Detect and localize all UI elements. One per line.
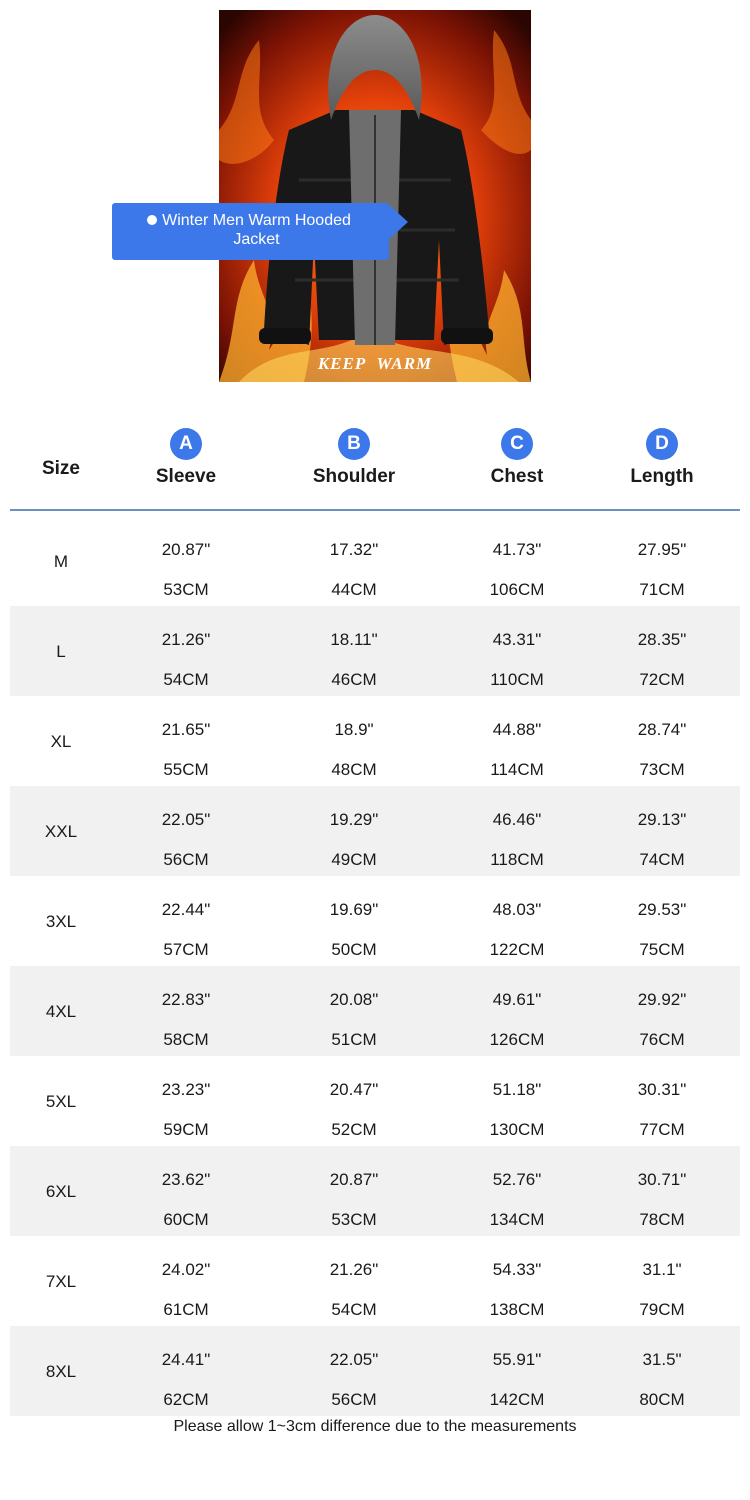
shoulder-cm: 44CM xyxy=(331,580,377,599)
product-photo xyxy=(219,10,531,382)
size-cell: M xyxy=(53,552,69,571)
size-cell: XL xyxy=(50,732,72,751)
shoulder-cm: 50CM xyxy=(331,940,377,959)
shoulder-cell xyxy=(292,696,416,786)
sleeve-cm: 59CM xyxy=(163,1120,209,1139)
table-row xyxy=(10,1236,740,1326)
table-header xyxy=(10,425,740,511)
column-label: Sleeve xyxy=(155,466,217,487)
table-row xyxy=(10,696,740,786)
length-cm: 78CM xyxy=(639,1210,685,1229)
table-body xyxy=(10,516,740,1416)
size-cell: 3XL xyxy=(45,912,77,931)
chest-cm: 118CM xyxy=(490,850,544,869)
badge-d: D xyxy=(646,428,678,460)
length-cm: 79CM xyxy=(639,1300,685,1319)
table-row xyxy=(10,606,740,696)
chest-inches: 41.73" xyxy=(492,540,542,559)
shoulder-cell xyxy=(292,1146,416,1236)
chest-inches: 44.88" xyxy=(492,720,542,739)
length-cell xyxy=(610,1326,714,1416)
size-column-header: Size xyxy=(41,458,81,479)
chest-cm: 122CM xyxy=(489,940,545,959)
length-inches: 28.35" xyxy=(637,630,687,649)
shoulder-inches: 20.08" xyxy=(329,990,379,1009)
column-label: Length xyxy=(630,466,694,487)
sleeve-cell xyxy=(134,876,238,966)
length-cell xyxy=(610,1146,714,1236)
sleeve-cell xyxy=(134,1326,238,1416)
measurement-note: Please allow 1~3cm difference due to the measurements xyxy=(173,1418,577,1435)
length-inches: 30.31" xyxy=(637,1080,687,1099)
sleeve-inches: 22.44" xyxy=(161,900,211,919)
length-inches: 29.53" xyxy=(637,900,687,919)
chest-inches: 55.91" xyxy=(492,1350,542,1369)
sleeve-inches: 21.26" xyxy=(161,630,211,649)
shoulder-inches: 19.29" xyxy=(329,810,379,829)
chest-cm: 134CM xyxy=(489,1210,545,1229)
shoulder-inches: 20.87" xyxy=(329,1170,379,1189)
length-cm: 71CM xyxy=(639,580,685,599)
table-row xyxy=(10,786,740,876)
chest-cell xyxy=(465,1146,569,1236)
sleeve-inches: 24.41" xyxy=(161,1350,211,1369)
length-cell xyxy=(610,1056,714,1146)
sleeve-cell xyxy=(134,1056,238,1146)
photo-caption: KEEP WARM xyxy=(317,354,433,373)
chest-column-header xyxy=(465,425,569,488)
shoulder-inches: 22.05" xyxy=(329,1350,379,1369)
sleeve-inches: 20.87" xyxy=(161,540,211,559)
badge-b: B xyxy=(338,428,370,460)
chest-cm: 110CM xyxy=(490,670,544,689)
table-row xyxy=(10,876,740,966)
sleeve-inches: 21.65" xyxy=(161,720,211,739)
chest-cell xyxy=(465,696,569,786)
sleeve-cm: 61CM xyxy=(163,1300,209,1319)
callout-text: Winter Men Warm Hooded Jacket xyxy=(162,212,351,248)
length-inches: 27.95" xyxy=(637,540,687,559)
shoulder-cm: 54CM xyxy=(331,1300,377,1319)
shoulder-cell xyxy=(292,1056,416,1146)
chest-cell xyxy=(465,606,569,696)
shoulder-cell xyxy=(292,606,416,696)
chest-inches: 52.76" xyxy=(492,1170,542,1189)
size-cell: 8XL xyxy=(45,1362,77,1381)
size-chart-table xyxy=(10,425,740,1416)
shoulder-inches: 17.32" xyxy=(329,540,379,559)
sleeve-inches: 22.83" xyxy=(161,990,211,1009)
length-inches: 31.1" xyxy=(642,1260,682,1279)
length-inches: 29.13" xyxy=(637,810,687,829)
table-row xyxy=(10,1056,740,1146)
sleeve-cell xyxy=(134,966,238,1056)
chest-cell xyxy=(465,516,569,606)
length-column-header xyxy=(610,425,714,488)
length-cell xyxy=(610,876,714,966)
chest-cm: 142CM xyxy=(489,1390,545,1409)
table-row xyxy=(10,1146,740,1236)
length-cm: 74CM xyxy=(639,850,685,869)
shoulder-inches: 21.26" xyxy=(329,1260,379,1279)
product-name-callout xyxy=(112,203,389,260)
sleeve-inches: 24.02" xyxy=(161,1260,211,1279)
sleeve-cell xyxy=(134,1236,238,1326)
chest-cm: 126CM xyxy=(489,1030,545,1049)
length-cm: 76CM xyxy=(639,1030,685,1049)
length-cell xyxy=(610,786,714,876)
chest-inches: 49.61" xyxy=(492,990,542,1009)
column-label: Shoulder xyxy=(312,466,396,487)
shoulder-cm: 46CM xyxy=(331,670,377,689)
shoulder-cm: 51CM xyxy=(331,1030,377,1049)
size-cell: 7XL xyxy=(45,1272,77,1291)
sleeve-cm: 58CM xyxy=(163,1030,209,1049)
sleeve-cm: 56CM xyxy=(163,850,209,869)
sleeve-cm: 57CM xyxy=(163,940,209,959)
sleeve-cm: 54CM xyxy=(163,670,209,689)
length-cm: 73CM xyxy=(639,760,685,779)
size-cell: 4XL xyxy=(45,1002,77,1021)
chest-inches: 48.03" xyxy=(492,900,542,919)
sleeve-cell xyxy=(134,1146,238,1236)
shoulder-inches: 18.11" xyxy=(330,630,378,649)
chest-inches: 51.18" xyxy=(492,1080,542,1099)
column-label: Chest xyxy=(490,466,544,487)
size-cell: 5XL xyxy=(45,1092,77,1111)
chest-cell xyxy=(465,1326,569,1416)
length-cell xyxy=(610,966,714,1056)
badge-a: A xyxy=(170,428,202,460)
shoulder-cell xyxy=(292,786,416,876)
chest-inches: 46.46" xyxy=(492,810,542,829)
shoulder-inches: 18.9" xyxy=(334,720,374,739)
sleeve-cell xyxy=(134,786,238,876)
length-inches: 31.5" xyxy=(642,1350,682,1369)
length-cell xyxy=(610,1236,714,1326)
sleeve-inches: 23.23" xyxy=(161,1080,211,1099)
sleeve-column-header xyxy=(134,425,238,488)
sleeve-cm: 53CM xyxy=(163,580,209,599)
chest-cell xyxy=(465,1236,569,1326)
chest-inches: 54.33" xyxy=(492,1260,542,1279)
shoulder-cm: 48CM xyxy=(331,760,377,779)
shoulder-cm: 56CM xyxy=(331,1390,377,1409)
length-cell xyxy=(610,696,714,786)
sleeve-cm: 62CM xyxy=(163,1390,209,1409)
shoulder-cm: 49CM xyxy=(331,850,377,869)
shoulder-cell xyxy=(292,1236,416,1326)
length-cm: 80CM xyxy=(639,1390,685,1409)
sleeve-cm: 55CM xyxy=(163,760,209,779)
shoulder-cm: 53CM xyxy=(331,1210,377,1229)
bullet-dot-icon xyxy=(147,215,157,225)
chest-cell xyxy=(465,1056,569,1146)
chest-inches: 43.31" xyxy=(492,630,542,649)
badge-c: C xyxy=(501,428,533,460)
length-inches: 29.92" xyxy=(637,990,687,1009)
shoulder-cell xyxy=(292,966,416,1056)
chest-cell xyxy=(465,786,569,876)
shoulder-inches: 19.69" xyxy=(329,900,379,919)
chest-cell xyxy=(465,876,569,966)
sleeve-inches: 23.62" xyxy=(161,1170,211,1189)
sleeve-inches: 22.05" xyxy=(161,810,211,829)
shoulder-cm: 52CM xyxy=(331,1120,377,1139)
length-inches: 30.71" xyxy=(637,1170,687,1189)
shoulder-cell xyxy=(292,516,416,606)
shoulder-inches: 20.47" xyxy=(329,1080,379,1099)
sleeve-cell xyxy=(134,606,238,696)
length-inches: 28.74" xyxy=(637,720,687,739)
chest-cm: 106CM xyxy=(489,580,545,599)
length-cm: 72CM xyxy=(639,670,685,689)
size-cell: L xyxy=(56,642,66,661)
table-row xyxy=(10,1326,740,1416)
table-row xyxy=(10,516,740,606)
chest-cell xyxy=(465,966,569,1056)
chest-cm: 138CM xyxy=(489,1300,545,1319)
table-row xyxy=(10,966,740,1056)
length-cell xyxy=(610,606,714,696)
size-cell: 6XL xyxy=(45,1182,77,1201)
sleeve-cell xyxy=(134,516,238,606)
chest-cm: 114CM xyxy=(490,760,544,779)
shoulder-cell xyxy=(292,1326,416,1416)
callout-pointer-icon xyxy=(388,204,408,240)
sleeve-cell xyxy=(134,696,238,786)
size-cell: XXL xyxy=(44,822,78,841)
shoulder-column-header xyxy=(292,425,416,488)
chest-cm: 130CM xyxy=(489,1120,545,1139)
length-cell xyxy=(610,516,714,606)
jacket-illustration xyxy=(219,10,531,382)
length-cm: 77CM xyxy=(639,1120,685,1139)
shoulder-cell xyxy=(292,876,416,966)
length-cm: 75CM xyxy=(639,940,685,959)
sleeve-cm: 60CM xyxy=(163,1210,209,1229)
